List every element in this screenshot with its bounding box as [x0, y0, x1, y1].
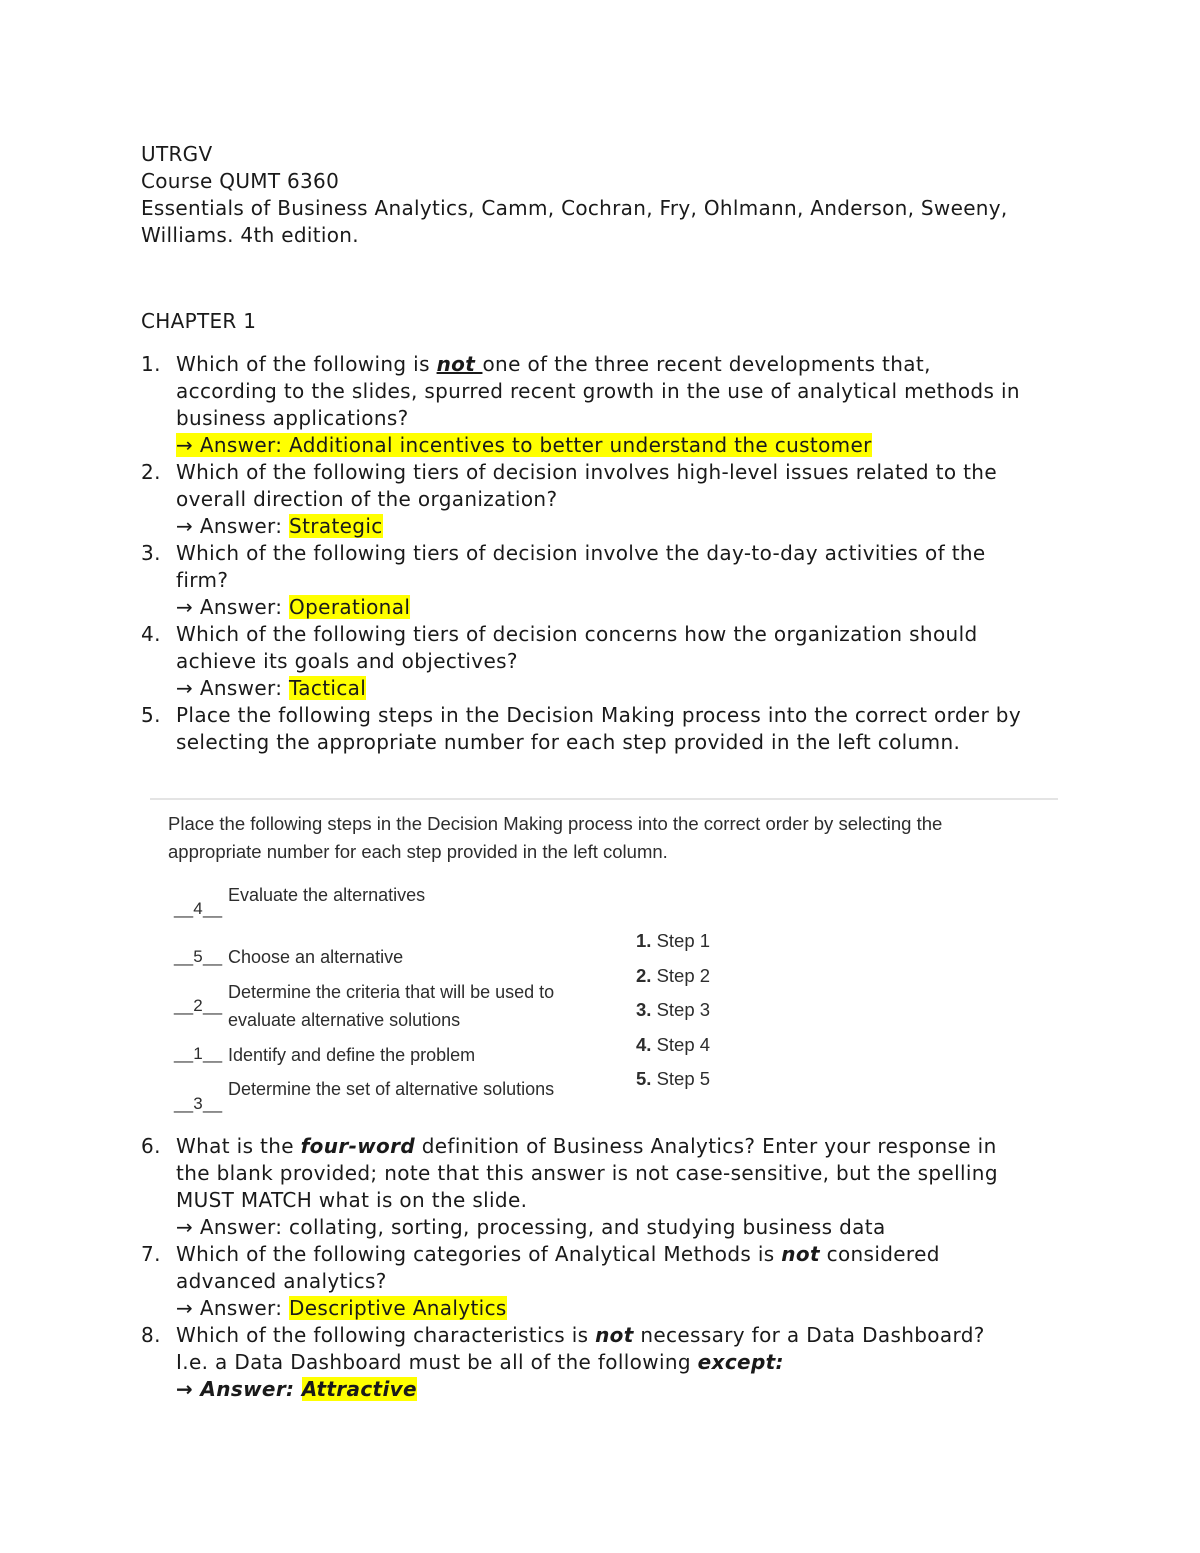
university-name: UTRGV	[141, 142, 213, 166]
question-7	[141, 1241, 1071, 1322]
course-name: Course QUMT 6360	[141, 169, 340, 193]
question-text: achieve its goals and objectives?	[176, 649, 518, 673]
step-description: Determine the set of alternative solutions	[228, 1079, 555, 1099]
question-number: 6.	[141, 1134, 161, 1158]
question-text: I.e. a Data Dashboard must be all of the following	[176, 1350, 698, 1374]
divider	[150, 798, 1058, 800]
step-option: 4. Step 4	[636, 1033, 711, 1055]
step-answer-blank: __5__	[174, 947, 223, 966]
question-text: firm?	[176, 568, 229, 592]
question-number: 5.	[141, 703, 161, 727]
emphasis-except: except:	[697, 1350, 784, 1374]
ordering-question-screenshot	[150, 798, 1060, 1128]
question-8	[141, 1322, 1071, 1403]
question-text: one of the three recent developments that,	[482, 352, 931, 376]
step-description: Evaluate the alternatives	[228, 885, 426, 905]
step-answer-blank: __1__	[174, 1044, 223, 1063]
question-text: Which of the following tiers of decision concerns how the organization should	[176, 622, 978, 646]
chapter-heading: CHAPTER 1	[141, 309, 257, 333]
step-options-list	[636, 924, 710, 1097]
answer-highlight: Strategic	[289, 514, 383, 538]
question-text: Which of the following categories of Analytical Methods is	[176, 1242, 782, 1266]
step-description: Identify and define the problem	[228, 1045, 476, 1065]
question-6	[141, 1133, 1071, 1241]
step-answer-blank: __2__	[174, 996, 223, 1015]
question-text: What is the	[176, 1134, 301, 1158]
question-text: necessary for a Data Dashboard?	[633, 1323, 985, 1347]
question-text: MUST MATCH what is on the slide.	[176, 1188, 528, 1212]
question-number: 8.	[141, 1323, 161, 1347]
question-number: 3.	[141, 541, 161, 565]
question-text: Place the following steps in the Decision Making process into the correct order by	[176, 703, 1022, 727]
answer-highlight: Tactical	[289, 676, 367, 700]
textbook-edition: Williams. 4th edition.	[141, 223, 359, 247]
answer-highlight: Descriptive Analytics	[289, 1296, 507, 1320]
question-2	[141, 459, 1071, 540]
ordering-instructions: Place the following steps in the Decision Making process into the correct order by selecting the appropriate number for each step provided in the left column.	[168, 813, 943, 862]
answer-highlight: Operational	[289, 595, 411, 619]
answer-label: → Answer:	[176, 595, 290, 619]
question-text: the blank provided; note that this answer is not case-sensitive, but the spelling	[176, 1161, 998, 1185]
answer-label: → Answer:	[176, 514, 290, 538]
question-3	[141, 540, 1071, 621]
answer-highlight: → Answer: Additional incentives to better understand the customer	[176, 433, 872, 457]
document-header	[141, 141, 1008, 249]
emphasis-not: not	[781, 1242, 820, 1266]
step-description: Choose an alternative	[228, 947, 404, 967]
question-text: Which of the following is	[176, 352, 437, 376]
question-5	[141, 702, 1071, 756]
question-number: 1.	[141, 352, 161, 376]
question-text: Which of the following characteristics is	[176, 1323, 596, 1347]
answer-highlight: Attractive	[301, 1377, 417, 1401]
question-number: 4.	[141, 622, 161, 646]
step-option: 5. Step 5	[636, 1068, 711, 1089]
step-answer-blank: __4__	[174, 899, 223, 918]
question-text: Which of the following tiers of decision involve the day-to-day activities of the	[176, 541, 986, 565]
question-text: according to the slides, spurred recent growth in the use of analytical methods in	[176, 379, 1020, 403]
question-1	[141, 351, 1071, 459]
question-text: Which of the following tiers of decision involves high-level issues related to the	[176, 460, 997, 484]
emphasis-not: not	[595, 1323, 634, 1347]
emphasis-not: not	[436, 352, 483, 376]
question-text: overall direction of the organization?	[176, 487, 558, 511]
question-text: selecting the appropriate number for each step provided in the left column.	[176, 730, 961, 754]
question-text: definition of Business Analytics? Enter your response in	[415, 1134, 997, 1158]
question-4	[141, 621, 1071, 702]
question-text: advanced analytics?	[176, 1269, 387, 1293]
question-number: 7.	[141, 1242, 161, 1266]
step-option: 2. Step 2	[636, 964, 711, 986]
answer-label: → Answer:	[176, 1296, 290, 1320]
answer-text: → Answer: collating, sorting, processing, and studying business data	[176, 1215, 886, 1239]
textbook-title: Essentials of Business Analytics, Camm, Cochran, Fry, Ohlmann, Anderson, Sweeny,	[141, 196, 1008, 220]
step-option: 1. Step 1	[636, 930, 711, 951]
question-text: considered	[819, 1242, 940, 1266]
step-description: Determine the criteria that will be used to evaluate alternative solutions	[228, 982, 555, 1030]
answer-label: → Answer:	[176, 676, 290, 700]
question-text: business applications?	[176, 406, 409, 430]
emphasis-four-word: four-word	[300, 1134, 416, 1158]
step-option: 3. Step 3	[636, 999, 711, 1020]
question-number: 2.	[141, 460, 161, 484]
step-answer-blank: __3__	[174, 1094, 223, 1113]
answer-label: → Answer:	[176, 1377, 302, 1401]
